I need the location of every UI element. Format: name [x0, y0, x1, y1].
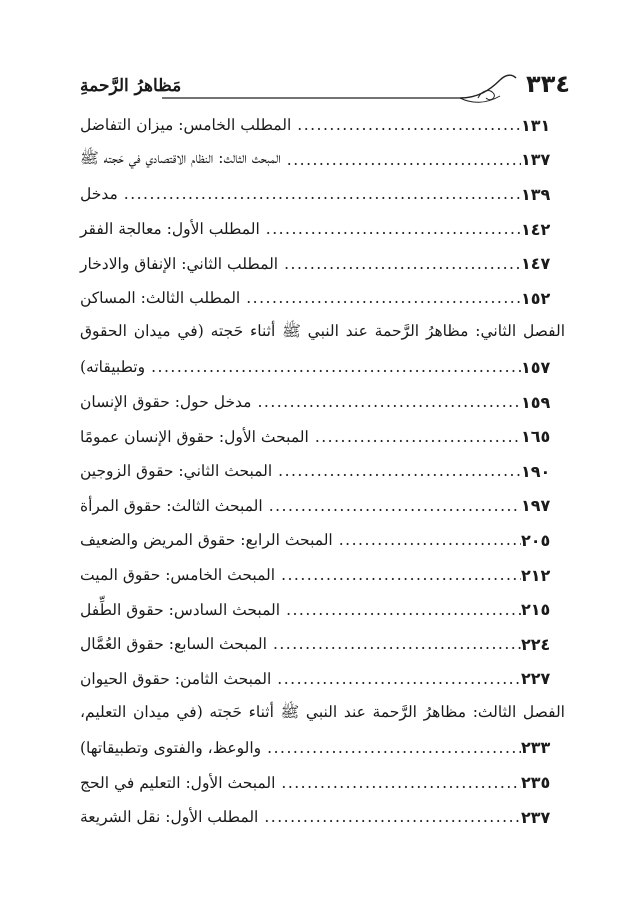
toc-entry-title: المبحث الثامن: حقوق الحيوان — [80, 669, 272, 688]
toc-leader-dots — [240, 289, 521, 307]
toc-entry-title: المبحث الثالث: حقوق المرأة — [80, 496, 263, 515]
toc-entry-title: المبحث الثالث: النظام الاقتصادي في حَجته ﷺ — [80, 149, 281, 168]
toc-entry-page: ٢٣٣ — [521, 738, 551, 758]
toc-entry-page: ٢٣٥ — [521, 773, 551, 793]
toc-entry — [80, 627, 565, 662]
toc-entry — [80, 523, 565, 558]
toc-leader-dots — [145, 358, 521, 376]
toc-entry-page: ٢٢٤ — [521, 634, 551, 654]
toc-entry-page: ١٣١ — [521, 115, 551, 135]
toc-entry-title: المبحث الأول: حقوق الإنسان عمومًا — [80, 427, 309, 446]
toc-leader-dots — [251, 393, 521, 411]
toc-entry-title: المطلب الخامس: ميزان التفاضل — [80, 116, 292, 135]
toc-entry-page: ١٥٢ — [521, 288, 551, 308]
toc-entry — [80, 592, 565, 627]
toc-entry-title: المطلب الثاني: الإنفاق والادخار — [80, 254, 279, 273]
toc-entry — [80, 419, 565, 454]
toc-entry-title: مدخل حول: حقوق الإنسان — [80, 393, 252, 412]
toc-entry — [80, 108, 565, 143]
toc-entry-title: وتطبيقاته) — [80, 358, 146, 377]
toc-entry — [80, 281, 565, 316]
toc-entry-page: ١٤٢ — [521, 219, 551, 239]
toc-leader-dots — [333, 531, 521, 549]
toc-leader-dots — [261, 739, 521, 757]
toc-leader-dots — [280, 601, 521, 619]
toc-entry-title: المطلب الثالث: المساكن — [80, 289, 241, 308]
toc-leader-dots — [309, 428, 521, 446]
toc-entry-title: الفصل الثاني: مظاهرُ الرَّحمة عند النبي ﷺ أثناء حَجته (في ميدان الحقوق — [80, 322, 565, 341]
toc-leader-dots — [291, 116, 521, 134]
toc-entry — [80, 696, 565, 731]
toc-entry-page: ١٩٠ — [521, 461, 551, 481]
running-title: مَظاهرُ الرَّحمةِ — [80, 76, 182, 96]
toc-entry-page: ١٩٧ — [521, 496, 551, 516]
toc-leader-dots — [260, 220, 521, 238]
toc-leader-dots — [258, 808, 521, 826]
toc-entry — [80, 350, 565, 385]
page-header — [80, 68, 570, 108]
toc-entry-title: المطلب الأول: معالجة الفقر — [80, 220, 260, 239]
toc-leader-dots — [263, 497, 521, 515]
toc-entry-title: المبحث السادس: حقوق الطِّفل — [80, 600, 281, 619]
toc-entry — [80, 212, 565, 247]
toc-entry — [80, 246, 565, 281]
toc-entry-title: المبحث الخامس: حقوق الميت — [80, 566, 276, 585]
toc-leader-dots — [275, 774, 521, 792]
toc-entry-page: ٢٢٧ — [521, 669, 551, 689]
toc-leader-dots — [118, 185, 521, 203]
toc-leader-dots — [281, 151, 521, 169]
toc-leader-dots — [271, 670, 521, 688]
page-number: ٣٣٤ — [526, 70, 570, 98]
toc-entry-title: المطلب الأول: نقل الشريعة — [80, 808, 259, 827]
toc-entry-page: ٢١٥ — [521, 600, 551, 620]
toc-entry — [80, 143, 565, 178]
toc-entry — [80, 177, 565, 212]
toc-entry-title: المبحث الثاني: حقوق الزوجين — [80, 462, 273, 481]
toc-entry — [80, 558, 565, 593]
toc-entry-title: المبحث السابع: حقوق العُمَّال — [80, 635, 267, 654]
table-of-contents — [80, 108, 565, 834]
toc-leader-dots — [275, 566, 521, 584]
toc-entry-page: ٢٠٥ — [521, 530, 551, 550]
toc-entry-title: والوعظ، والفتوى وتطبيقاتها) — [80, 738, 262, 757]
toc-entry-page: ٢٣٧ — [521, 807, 551, 827]
toc-leader-dots — [272, 462, 521, 480]
toc-entry-page: ٢١٢ — [521, 565, 551, 585]
toc-entry-page: ١٦٥ — [521, 427, 551, 447]
toc-entry-page: ١٤٧ — [521, 254, 551, 274]
toc-entry-page: ١٥٩ — [521, 392, 551, 412]
toc-entry-title: مدخل — [80, 185, 118, 204]
toc-entry — [80, 489, 565, 524]
toc-entry — [80, 662, 565, 697]
toc-entry-page: ١٣٩ — [521, 184, 551, 204]
toc-entry-page: ١٣٧ — [521, 150, 551, 170]
toc-entry-page: ١٥٧ — [521, 357, 551, 377]
toc-leader-dots — [278, 255, 521, 273]
header-ornament-icon — [160, 68, 520, 108]
toc-entry — [80, 800, 565, 835]
toc-entry — [80, 316, 565, 351]
toc-entry-title: الفصل الثالث: مظاهرُ الرَّحمة عند النبي ﷺ أثناء حَجته (في ميدان التعليم، — [80, 702, 565, 721]
toc-entry — [80, 385, 565, 420]
toc-entry — [80, 454, 565, 489]
toc-entry — [80, 731, 565, 766]
toc-entry-title: المبحث الرابع: حقوق المريض والضعيف — [80, 531, 333, 550]
toc-leader-dots — [267, 635, 521, 653]
toc-entry — [80, 765, 565, 800]
toc-entry-title: المبحث الأول: التعليم في الحج — [80, 773, 276, 792]
